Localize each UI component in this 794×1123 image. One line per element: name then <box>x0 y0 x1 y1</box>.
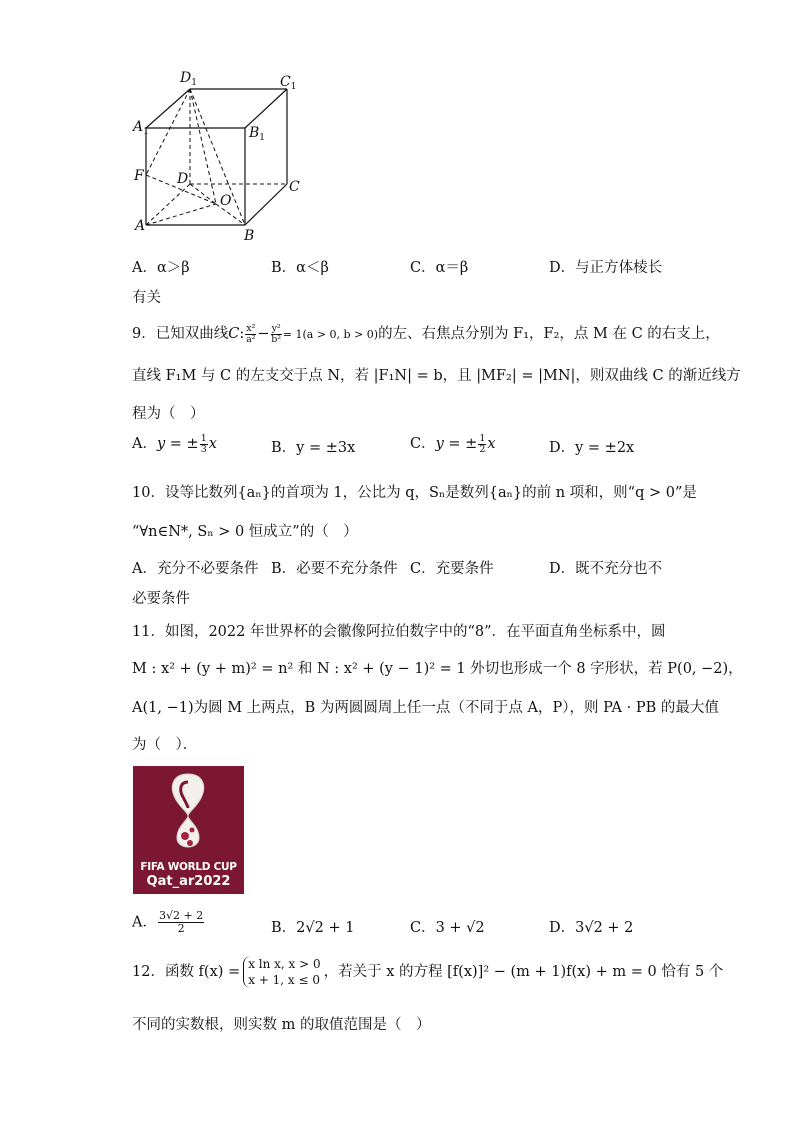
q9-line1: 9．已知双曲线C: $\frac{\text{x²}}{\text{a²}}$ − $\frac{\text{y²}}{\text{b²}}$ = 1(a > 0, b > 0)的左、右焦点分别为 F₁，F₂，点 M 在 C 的右支上， <box>132 322 720 345</box>
q12-line2: 不同的实数根，则实数 m 的取值范围是（ ） <box>132 1017 431 1033</box>
q9-option-c: C．y = ± $\frac{1}{2}$ x <box>410 432 496 455</box>
q9-line3: 程为（ ） <box>132 406 205 422</box>
q10-line2: “∀n∈N*, Sₙ > 0 恒成立”的（ ） <box>132 524 358 540</box>
label-O: O <box>220 193 232 209</box>
q11-option-c: C．3 + √2 <box>410 920 485 936</box>
label-C: C <box>289 179 300 195</box>
q10-option-c: C．充要条件 <box>410 561 494 577</box>
label-C1: $C_1$ <box>280 74 297 92</box>
q9-option-a: A．y = ± $\frac{1}{3}$ x <box>132 432 217 455</box>
q12-line1: 12．函数 f(x) = x ln x, x > 0 x + 1, x ≤ 0 ，若关于 x 的方程 [f(x)]² − (m + 1)f(x) + m = 0 恰有 5 个 <box>132 957 724 987</box>
cube-figure <box>130 62 310 242</box>
q10-option-d: D．既不充分也不 <box>549 561 663 577</box>
label-D: D <box>177 171 189 187</box>
q11-option-a: A． $\frac{3√2 + 2}{2}$ <box>132 909 204 935</box>
q11-option-d: D．3√2 + 2 <box>549 920 634 936</box>
q9-option-d: D．y = ±2x <box>549 440 635 456</box>
label-A1: $A_1$ <box>133 119 149 137</box>
q11-line3: A(1, −1)为圆 M 上两点，B 为两圆圆周上任一点（不同于点 A，P），则 PA · PB 的最大值 <box>132 700 719 716</box>
q9-option-b: B．y = ±3x <box>271 440 356 456</box>
q10-option-b: B．必要不充分条件 <box>271 561 398 577</box>
q8-option-b: B．α＜β <box>271 260 329 276</box>
q8-option-c: C．α＝β <box>410 260 469 276</box>
label-A: A <box>135 218 146 234</box>
logo-text-line1: FIFA WORLD CUP <box>140 861 237 873</box>
label-F: F <box>134 168 144 184</box>
q8-option-a: A．α＞β <box>132 260 190 276</box>
label-B: B <box>244 228 255 242</box>
logo-text-line2: Qat_ar2022 <box>146 874 231 889</box>
q8-option-d: D．与正方体棱长 <box>549 260 663 276</box>
label-B1: $B_1$ <box>249 125 266 143</box>
q11-option-b: B．2√2 + 1 <box>271 920 355 936</box>
q10-option-a: A．充分不必要条件 <box>132 561 259 577</box>
q8-option-d-cont: 有关 <box>132 290 161 306</box>
q11-line1: 11．如图，2022 年世界杯的会徽像阿拉伯数字中的“8”．在平面直角坐标系中，圆 <box>132 624 666 640</box>
q10-line1: 10．设等比数列{aₙ}的首项为 1，公比为 q，Sₙ是数列{aₙ}的前 n 项和，则“q > 0”是 <box>132 485 697 501</box>
q10-option-d-cont: 必要条件 <box>132 591 190 607</box>
q11-line2: M : x² + (y + m)² = n² 和 N : x² + (y − 1)² = 1 外切也形成一个 8 字形状，若 P(0, −2)， <box>132 661 743 677</box>
world-cup-logo <box>133 766 244 894</box>
q9-line2: 直线 F₁M 与 C 的左支交于点 N，若 |F₁N| = b，且 |MF₂| = |MN|，则双曲线 C 的渐近线方 <box>132 368 741 384</box>
label-D1: $D_1$ <box>180 70 197 88</box>
q11-line4: 为（ ）． <box>132 737 198 753</box>
